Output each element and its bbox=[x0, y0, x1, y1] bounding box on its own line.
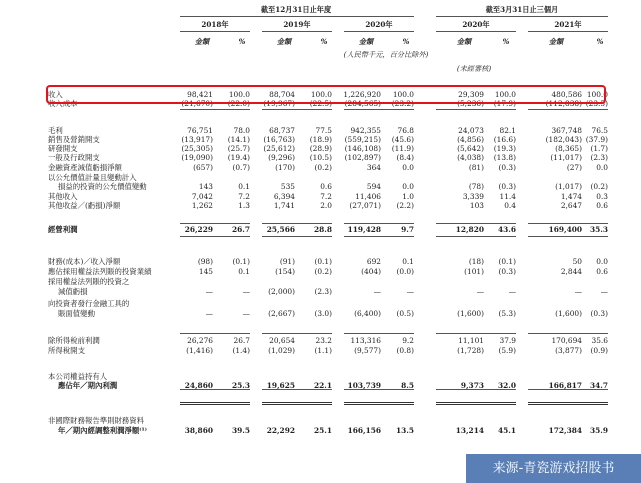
percent-cell: 100.0 bbox=[586, 90, 608, 99]
row-label: 除所得稅前利潤 bbox=[48, 336, 100, 345]
amount-cell: (170) bbox=[275, 163, 295, 172]
pct-header: % bbox=[238, 37, 246, 46]
percent-cell: 0.1 bbox=[238, 267, 250, 276]
amount-cell: 3,339 bbox=[462, 192, 484, 201]
amount-cell: (91) bbox=[279, 257, 295, 266]
amount-cell: 692 bbox=[366, 257, 381, 266]
percent-cell: 2.0 bbox=[320, 201, 332, 210]
percent-cell: (0.5) bbox=[396, 309, 414, 318]
percent-cell: 28.8 bbox=[313, 225, 332, 234]
column-header-2021-q1: 2021年 bbox=[554, 20, 582, 29]
amount-cell: (284,565) bbox=[344, 99, 381, 108]
amount-cell: (2,000) bbox=[268, 287, 295, 296]
amount-cell: 480,586 bbox=[551, 90, 582, 99]
col-rule bbox=[180, 31, 250, 32]
amount-cell: (4,856) bbox=[457, 135, 484, 144]
percent-cell: (3.0) bbox=[314, 309, 332, 318]
percent-cell: (28.9) bbox=[309, 144, 332, 153]
col-rule bbox=[262, 31, 332, 32]
percent-cell: 23.2 bbox=[315, 336, 332, 345]
amount-cell: (6,400) bbox=[354, 309, 381, 318]
amount-cell: 2,844 bbox=[560, 267, 582, 276]
percent-cell: 7.2 bbox=[320, 192, 332, 201]
percent-cell: (19.4) bbox=[227, 153, 250, 162]
amount-cell: — bbox=[205, 309, 213, 318]
percent-cell: 26.7 bbox=[233, 336, 250, 345]
amount-cell: (16,763) bbox=[263, 135, 295, 144]
row-label: 金融資產減值虧損淨額 bbox=[48, 163, 122, 172]
row-label: 採用權益法列賬的投資之 bbox=[48, 277, 130, 286]
percent-cell: (0.2) bbox=[314, 163, 332, 172]
amount-cell: 143 bbox=[198, 182, 213, 191]
amount-cell: 169,400 bbox=[548, 225, 582, 234]
rule-before-pbt bbox=[528, 333, 608, 334]
amount-cell: 24,860 bbox=[184, 381, 213, 390]
percent-cell: (18.9) bbox=[309, 135, 332, 144]
percent-cell: (0.1) bbox=[314, 257, 332, 266]
percent-cell: (0.1) bbox=[498, 257, 516, 266]
rule-after-net bbox=[528, 402, 608, 405]
amount-cell: (19,967) bbox=[263, 99, 295, 108]
percent-cell: 100.0 bbox=[494, 90, 516, 99]
percent-cell: — bbox=[508, 287, 516, 296]
percent-cell: 0.4 bbox=[504, 201, 516, 210]
percent-cell: 34.7 bbox=[589, 381, 608, 390]
header-rule-quarter bbox=[436, 16, 608, 17]
amount-cell: (21,670) bbox=[181, 99, 213, 108]
amount-cell: 88,704 bbox=[269, 90, 295, 99]
percent-cell: 82.1 bbox=[499, 126, 516, 135]
percent-cell: 35.3 bbox=[589, 225, 608, 234]
percent-cell: — bbox=[242, 309, 250, 318]
col-rule bbox=[344, 31, 414, 32]
percent-cell: 0.0 bbox=[402, 182, 414, 191]
rule-before-op-profit bbox=[528, 223, 608, 224]
row-label: 賬面值變動 bbox=[58, 309, 95, 318]
percent-cell: (5.3) bbox=[498, 309, 516, 318]
rule-after-cost bbox=[344, 109, 414, 110]
percent-cell: 0.6 bbox=[596, 201, 608, 210]
rule-before-net bbox=[262, 389, 332, 390]
col-rule bbox=[436, 31, 516, 32]
amount-header: 金額 bbox=[358, 37, 374, 46]
percent-cell: 22.1 bbox=[313, 381, 332, 390]
amount-cell: (101) bbox=[464, 267, 484, 276]
amount-cell: (5,642) bbox=[457, 144, 484, 153]
amount-cell: — bbox=[476, 287, 484, 296]
amount-cell: 6,394 bbox=[273, 192, 295, 201]
percent-cell: (2.3) bbox=[590, 153, 608, 162]
amount-cell: 24,073 bbox=[458, 126, 484, 135]
amount-cell: 38,860 bbox=[184, 426, 213, 435]
percent-cell: (37.9) bbox=[585, 135, 608, 144]
amount-cell: 68,737 bbox=[269, 126, 295, 135]
amount-cell: (2,667) bbox=[268, 309, 295, 318]
amount-cell: (81) bbox=[468, 163, 484, 172]
unaudited-note: (未經審核) bbox=[456, 64, 492, 73]
amount-cell: — bbox=[205, 287, 213, 296]
rule-after-op-profit bbox=[262, 236, 332, 237]
row-label: 其他收入 bbox=[48, 192, 78, 201]
percent-cell: 43.6 bbox=[497, 225, 516, 234]
amount-cell: (27,071) bbox=[349, 201, 381, 210]
amount-cell: (25,305) bbox=[181, 144, 213, 153]
amount-cell: 2,647 bbox=[560, 201, 582, 210]
rule-after-op-profit bbox=[344, 236, 414, 237]
row-label: 經營利潤 bbox=[48, 225, 78, 234]
amount-cell: (9,296) bbox=[268, 153, 295, 162]
amount-cell: (1,029) bbox=[268, 346, 295, 355]
percent-cell: (0.3) bbox=[498, 267, 516, 276]
amount-cell: (404) bbox=[361, 267, 381, 276]
amount-cell: 26,229 bbox=[184, 225, 213, 234]
percent-cell: 9.2 bbox=[402, 336, 414, 345]
rule-before-op-profit bbox=[180, 223, 250, 224]
row-label: 銷售及營銷開支 bbox=[48, 135, 100, 144]
percent-cell: 45.1 bbox=[497, 426, 516, 435]
amount-cell: (25,612) bbox=[263, 144, 295, 153]
amount-cell: 76,751 bbox=[187, 126, 213, 135]
pct-header: % bbox=[402, 37, 410, 46]
percent-cell: — bbox=[600, 287, 608, 296]
source-watermark: 来源-青瓷游戏招股书 bbox=[466, 454, 641, 483]
percent-cell: 11.4 bbox=[499, 192, 516, 201]
amount-cell: 1,262 bbox=[191, 201, 213, 210]
percent-cell: (1.1) bbox=[314, 346, 332, 355]
rule-before-pbt bbox=[436, 333, 516, 334]
unit-note: (人民幣千元，百分比除外) bbox=[343, 50, 429, 59]
rule-after-net bbox=[180, 402, 250, 405]
amount-cell: 1,226,920 bbox=[343, 90, 381, 99]
percent-cell: 8.5 bbox=[401, 381, 414, 390]
amount-cell: — bbox=[574, 287, 582, 296]
amount-cell: (102,897) bbox=[344, 153, 381, 162]
amount-cell: (27) bbox=[566, 163, 582, 172]
amount-cell: 9,373 bbox=[460, 381, 484, 390]
amount-cell: 103,739 bbox=[347, 381, 381, 390]
percent-cell: (22.5) bbox=[309, 99, 332, 108]
percent-cell: 13.5 bbox=[395, 426, 414, 435]
amount-cell: (1,600) bbox=[555, 309, 582, 318]
percent-cell: 39.5 bbox=[231, 426, 250, 435]
rule-after-cost bbox=[436, 109, 516, 110]
percent-cell: 100.0 bbox=[392, 90, 414, 99]
percent-cell: 1.0 bbox=[402, 192, 414, 201]
percent-cell: (23.2) bbox=[391, 99, 414, 108]
percent-cell: 100.0 bbox=[310, 90, 332, 99]
rule-before-pbt bbox=[180, 333, 250, 334]
column-header-2020: 2020年 bbox=[365, 20, 393, 29]
percent-cell: 78.0 bbox=[233, 126, 250, 135]
row-label: 非國際財務報告準則財務資料 bbox=[48, 416, 145, 425]
rule-after-cost bbox=[180, 109, 250, 110]
amount-cell: 942,355 bbox=[350, 126, 381, 135]
revenue-highlight-box bbox=[46, 85, 606, 104]
amount-header: 金額 bbox=[456, 37, 472, 46]
header-group-year: 截至12月31日止年度 bbox=[260, 5, 332, 14]
row-label: 年／期內經調整利潤淨額⁽¹⁾ bbox=[58, 426, 147, 435]
rule-after-op-profit bbox=[180, 236, 250, 237]
percent-cell: 25.1 bbox=[313, 426, 332, 435]
percent-cell: (0.0) bbox=[396, 267, 414, 276]
row-label: 向投資者發行金融工具的 bbox=[48, 299, 130, 308]
rule-before-net bbox=[180, 389, 250, 390]
percent-cell: 1.3 bbox=[238, 201, 250, 210]
row-label: 本公司權益持有人 bbox=[48, 372, 108, 381]
percent-cell: (8.4) bbox=[396, 153, 414, 162]
amount-cell: 113,316 bbox=[350, 336, 381, 345]
amount-cell: 594 bbox=[366, 182, 381, 191]
amount-cell: 22,292 bbox=[266, 426, 295, 435]
percent-cell: (5.9) bbox=[498, 346, 516, 355]
rule-after-op-profit bbox=[528, 236, 608, 237]
pct-header: % bbox=[502, 37, 510, 46]
percent-cell: 0.0 bbox=[402, 163, 414, 172]
percent-cell: 77.5 bbox=[315, 126, 332, 135]
percent-cell: 0.1 bbox=[402, 257, 414, 266]
percent-cell: — bbox=[406, 287, 414, 296]
amount-cell: 19,625 bbox=[266, 381, 295, 390]
percent-cell: (14.1) bbox=[227, 135, 250, 144]
percent-cell: 32.0 bbox=[497, 381, 516, 390]
row-label: 財務(成本)／收入淨額 bbox=[48, 257, 121, 266]
column-header-2020-q1: 2020年 bbox=[462, 20, 490, 29]
percent-cell: (0.3) bbox=[498, 182, 516, 191]
header-group-quarter: 截至3月31日止三個月 bbox=[485, 5, 559, 14]
percent-cell: 76.8 bbox=[397, 126, 414, 135]
percent-cell: 26.7 bbox=[231, 225, 250, 234]
amount-header: 金額 bbox=[194, 37, 210, 46]
percent-cell: (0.2) bbox=[314, 267, 332, 276]
percent-cell: 100.0 bbox=[228, 90, 250, 99]
rule-before-op-profit bbox=[436, 223, 516, 224]
amount-header: 金額 bbox=[548, 37, 564, 46]
amount-cell: 103 bbox=[469, 201, 484, 210]
amount-cell: 166,156 bbox=[347, 426, 381, 435]
row-label: 減值虧損 bbox=[58, 287, 88, 296]
percent-cell: 0.1 bbox=[238, 182, 250, 191]
rule-before-op-profit bbox=[262, 223, 332, 224]
amount-cell: (1,017) bbox=[555, 182, 582, 191]
percent-cell: (0.7) bbox=[232, 163, 250, 172]
percent-cell: (13.8) bbox=[493, 153, 516, 162]
percent-cell: 0.0 bbox=[596, 163, 608, 172]
row-label: 收入成本 bbox=[48, 99, 78, 108]
amount-cell: (9,577) bbox=[354, 346, 381, 355]
amount-cell: (3,877) bbox=[555, 346, 582, 355]
amount-cell: (19,090) bbox=[181, 153, 213, 162]
row-label: 以公允價值計量且變動計入 bbox=[48, 173, 137, 182]
amount-cell: (154) bbox=[275, 267, 295, 276]
percent-cell: (11.9) bbox=[391, 144, 414, 153]
amount-cell: 166,817 bbox=[548, 381, 582, 390]
percent-cell: (2.2) bbox=[396, 201, 414, 210]
amount-cell: (4,038) bbox=[457, 153, 484, 162]
percent-cell: 35.9 bbox=[589, 426, 608, 435]
row-label: 毛利 bbox=[48, 126, 63, 135]
rule-before-op-profit bbox=[344, 223, 414, 224]
amount-header: 金額 bbox=[276, 37, 292, 46]
amount-cell: 26,276 bbox=[187, 336, 213, 345]
amount-cell: 98,421 bbox=[187, 90, 213, 99]
col-rule bbox=[528, 31, 608, 32]
amount-cell: 11,101 bbox=[458, 336, 484, 345]
percent-cell: — bbox=[242, 287, 250, 296]
amount-cell: (657) bbox=[193, 163, 213, 172]
percent-cell: 0.6 bbox=[596, 267, 608, 276]
rule-before-net bbox=[344, 389, 414, 390]
pct-header: % bbox=[320, 37, 328, 46]
row-label: 一般及行政開支 bbox=[48, 153, 100, 162]
amount-cell: (98) bbox=[197, 257, 213, 266]
row-label: 應佔採用權益法列賬的投資業績 bbox=[48, 267, 152, 276]
amount-cell: 119,428 bbox=[347, 225, 381, 234]
amount-cell: (182,043) bbox=[545, 135, 582, 144]
amount-cell: 170,694 bbox=[551, 336, 582, 345]
percent-cell: (16.6) bbox=[493, 135, 516, 144]
percent-cell: (10.5) bbox=[309, 153, 332, 162]
amount-cell: (112,838) bbox=[545, 99, 582, 108]
rule-before-pbt bbox=[262, 333, 332, 334]
percent-cell: (2.3) bbox=[314, 287, 332, 296]
row-label: 應佔年／期內利潤 bbox=[58, 381, 118, 390]
amount-cell: (559,215) bbox=[344, 135, 381, 144]
row-label: 所得稅開支 bbox=[48, 346, 85, 355]
rule-after-cost bbox=[528, 109, 608, 110]
column-header-2019: 2019年 bbox=[283, 20, 311, 29]
amount-cell: (146,108) bbox=[344, 144, 381, 153]
amount-cell: (1,600) bbox=[457, 309, 484, 318]
amount-cell: 20,654 bbox=[269, 336, 295, 345]
percent-cell: (0.9) bbox=[590, 346, 608, 355]
amount-cell: (8,365) bbox=[555, 144, 582, 153]
amount-cell: 535 bbox=[280, 182, 295, 191]
amount-cell: 11,406 bbox=[355, 192, 381, 201]
percent-cell: (19.3) bbox=[493, 144, 516, 153]
rule-after-net bbox=[344, 402, 414, 405]
amount-cell: 50 bbox=[572, 257, 582, 266]
percent-cell: 35.6 bbox=[591, 336, 608, 345]
percent-cell: (0.3) bbox=[498, 163, 516, 172]
percent-cell: (0.8) bbox=[396, 346, 414, 355]
amount-cell: 1,474 bbox=[560, 192, 582, 201]
amount-cell: (18) bbox=[468, 257, 484, 266]
percent-cell: 0.0 bbox=[596, 257, 608, 266]
amount-cell: (1,728) bbox=[457, 346, 484, 355]
rule-after-cost bbox=[262, 109, 332, 110]
pct-header: % bbox=[596, 37, 604, 46]
percent-cell: 0.6 bbox=[320, 182, 332, 191]
percent-cell: (45.6) bbox=[391, 135, 414, 144]
percent-cell: 9.7 bbox=[401, 225, 414, 234]
amount-cell: 367,748 bbox=[551, 126, 582, 135]
header-rule-year bbox=[180, 16, 414, 17]
amount-cell: 1,741 bbox=[273, 201, 295, 210]
rule-before-net bbox=[436, 389, 516, 390]
amount-cell: (5,236) bbox=[457, 99, 484, 108]
percent-cell: (22.0) bbox=[227, 99, 250, 108]
amount-cell: 172,384 bbox=[548, 426, 582, 435]
row-label: 收入 bbox=[48, 90, 63, 99]
rule-before-net bbox=[528, 389, 608, 390]
percent-cell: 37.9 bbox=[499, 336, 516, 345]
amount-cell: 13,214 bbox=[455, 426, 484, 435]
percent-cell: (25.7) bbox=[227, 144, 250, 153]
amount-cell: 29,309 bbox=[458, 90, 484, 99]
amount-cell: 364 bbox=[366, 163, 381, 172]
percent-cell: (1.4) bbox=[232, 346, 250, 355]
percent-cell: 7.2 bbox=[238, 192, 250, 201]
amount-cell: — bbox=[373, 287, 381, 296]
rule-after-net bbox=[262, 402, 332, 405]
percent-cell: (0.1) bbox=[232, 257, 250, 266]
amount-cell: (13,917) bbox=[181, 135, 213, 144]
percent-cell: (1.7) bbox=[590, 144, 608, 153]
row-label: 損益的投資的公允價值變動 bbox=[58, 182, 147, 191]
amount-cell: (11,017) bbox=[550, 153, 582, 162]
percent-cell: (0.2) bbox=[590, 182, 608, 191]
percent-cell: (23.5) bbox=[585, 99, 608, 108]
amount-cell: (1,416) bbox=[186, 346, 213, 355]
amount-cell: 145 bbox=[198, 267, 213, 276]
amount-cell: 25,566 bbox=[266, 225, 295, 234]
percent-cell: 76.5 bbox=[591, 126, 608, 135]
percent-cell: 0.3 bbox=[596, 192, 608, 201]
rule-before-pbt bbox=[344, 333, 414, 334]
rule-after-op-profit bbox=[436, 236, 516, 237]
amount-cell: 7,042 bbox=[191, 192, 213, 201]
amount-cell: 12,820 bbox=[455, 225, 484, 234]
column-header-2018: 2018年 bbox=[201, 20, 229, 29]
row-label: 其他收益／(虧損)淨額 bbox=[48, 201, 121, 210]
rule-after-net bbox=[436, 402, 516, 405]
amount-cell: (78) bbox=[468, 182, 484, 191]
percent-cell: 25.3 bbox=[231, 381, 250, 390]
percent-cell: (17.9) bbox=[493, 99, 516, 108]
row-label: 研發開支 bbox=[48, 144, 78, 153]
percent-cell: (0.3) bbox=[590, 309, 608, 318]
